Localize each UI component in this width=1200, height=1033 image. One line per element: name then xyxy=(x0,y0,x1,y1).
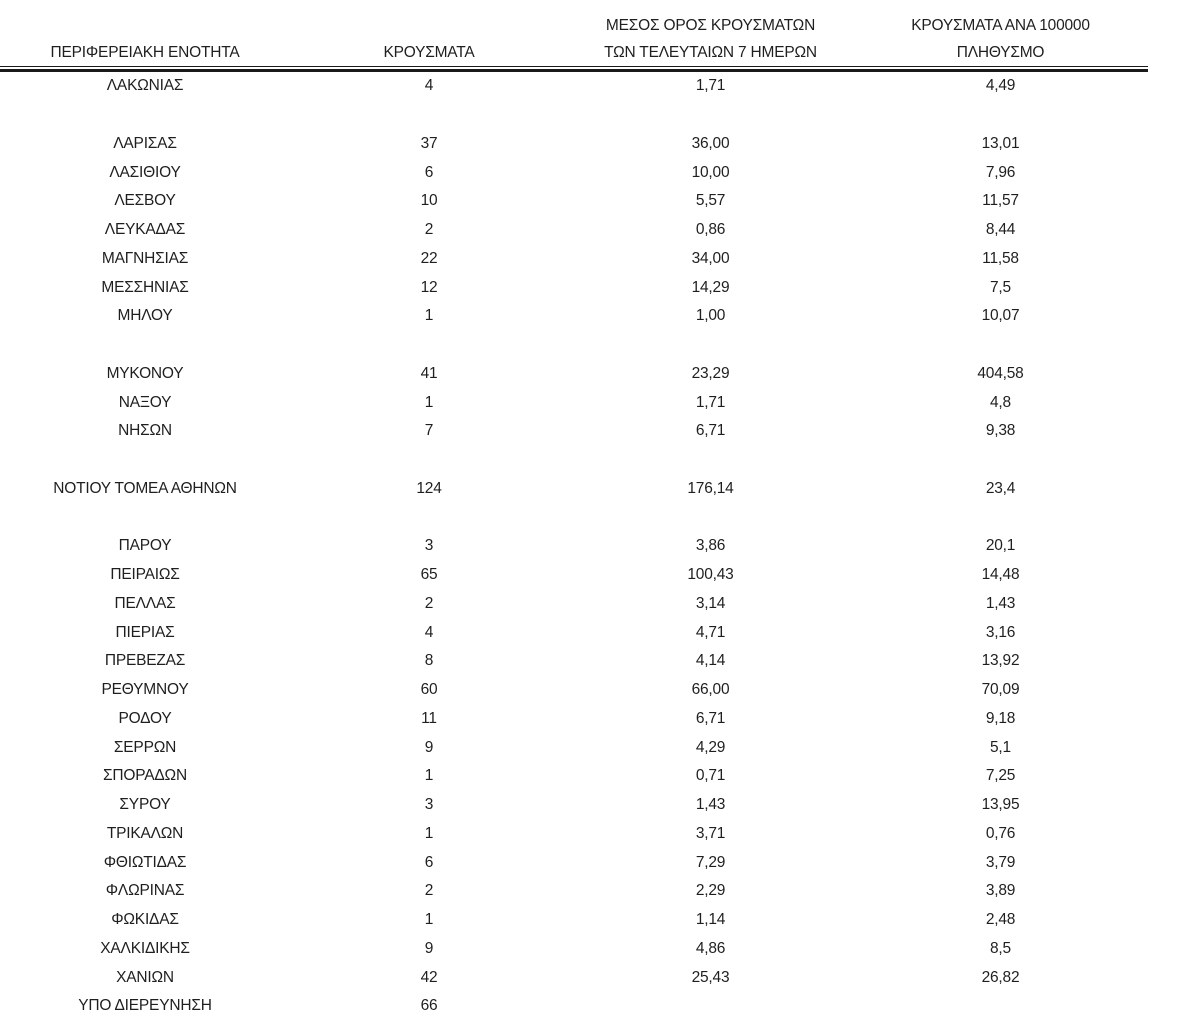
cell-per100k: 9,18 xyxy=(985,709,1016,727)
cell-per100k: 13,92 xyxy=(981,652,1020,670)
cell-per100k: 70,09 xyxy=(981,681,1020,699)
cell-cases: 9 xyxy=(424,939,434,957)
cell-avg7: 100,43 xyxy=(687,566,734,584)
cell-cases: 9 xyxy=(424,738,434,756)
cell-region: ΦΘΙΩΤΙΔΑΣ xyxy=(103,853,187,871)
column-header-region xyxy=(0,39,290,66)
cell-avg7: 2,29 xyxy=(695,882,726,900)
table-row xyxy=(0,388,1148,417)
table-row xyxy=(0,647,1148,676)
cell-per100k: 1,43 xyxy=(985,594,1016,612)
column-header-avg7 xyxy=(568,12,853,66)
cell-per100k: 5,1 xyxy=(990,738,1011,756)
column-header-per100k-line2: ΠΛΗΘΥΣΜΟ xyxy=(956,44,1045,61)
cell-cases: 12 xyxy=(420,278,438,296)
table-row xyxy=(0,475,1148,504)
cell-cases: 4 xyxy=(424,77,434,95)
cell-region: ΛΑΣΙΘΙΟΥ xyxy=(109,163,181,181)
table-row xyxy=(0,302,1148,331)
cell-avg7: 1,14 xyxy=(695,911,726,929)
cell-per100k: 13,01 xyxy=(981,134,1020,152)
cell-region: ΜΕΣΣΗΝΙΑΣ xyxy=(101,278,189,296)
column-header-cases xyxy=(290,39,568,66)
cell-avg7: 10,00 xyxy=(691,163,730,181)
table-row xyxy=(0,216,1148,245)
cell-region: ΧΑΝΙΩΝ xyxy=(116,968,174,986)
column-header-region-label: ΠΕΡΙΦΕΡΕΙΑΚΗ ΕΝΟΤΗΤΑ xyxy=(50,44,240,61)
cell-avg7: 6,71 xyxy=(695,422,726,440)
cell-region: ΠΙΕΡΙΑΣ xyxy=(115,623,175,641)
cell-region: ΛΕΣΒΟΥ xyxy=(114,192,176,210)
cell-region: ΡΟΔΟΥ xyxy=(118,709,172,727)
cell-region: ΛΕΥΚΑΔΑΣ xyxy=(104,221,186,239)
table-row xyxy=(0,705,1148,734)
cell-per100k: 13,95 xyxy=(981,796,1020,814)
table-row xyxy=(0,187,1148,216)
cell-per100k: 4,49 xyxy=(985,77,1016,95)
table-row xyxy=(0,762,1148,791)
cell-region: ΣΕΡΡΩΝ xyxy=(113,738,177,756)
table-row xyxy=(0,618,1148,647)
cell-avg7: 0,86 xyxy=(695,221,726,239)
table-row xyxy=(0,877,1148,906)
cell-avg7: 3,71 xyxy=(695,824,726,842)
cell-avg7: 1,00 xyxy=(695,307,726,325)
table-row xyxy=(0,992,1148,1021)
table-row xyxy=(0,273,1148,302)
cell-cases: 37 xyxy=(420,134,438,152)
column-header-cases-label: ΚΡΟΥΣΜΑΤΑ xyxy=(383,44,475,61)
cell-per100k: 10,07 xyxy=(981,307,1020,325)
table-row-blank xyxy=(0,503,1148,532)
cell-cases: 65 xyxy=(420,566,438,584)
table-row xyxy=(0,72,1148,101)
cell-per100k: 14,48 xyxy=(981,566,1020,584)
cell-cases: 2 xyxy=(424,221,434,239)
cell-region: ΡΕΘΥΜΝΟΥ xyxy=(101,681,189,699)
cell-per100k: 7,5 xyxy=(990,278,1011,296)
table-row xyxy=(0,791,1148,820)
cell-region: ΥΠΟ ΔΙΕΡΕΥΝΗΣΗ xyxy=(78,997,212,1015)
cell-cases: 1 xyxy=(424,824,434,842)
cell-avg7: 1,71 xyxy=(695,77,726,95)
cell-per100k: 11,57 xyxy=(982,192,1019,210)
cell-per100k: 11,58 xyxy=(982,249,1019,267)
cell-cases: 1 xyxy=(424,911,434,929)
table-row xyxy=(0,733,1148,762)
table-row xyxy=(0,820,1148,849)
cell-region: ΠΑΡΟΥ xyxy=(118,537,172,555)
cell-avg7: 23,29 xyxy=(691,364,730,382)
cell-cases: 10 xyxy=(420,192,438,210)
cell-region: ΝΑΞΟΥ xyxy=(118,393,172,411)
cell-per100k: 3,79 xyxy=(985,853,1016,871)
cell-avg7: 5,57 xyxy=(695,192,726,210)
cell-cases: 7 xyxy=(424,422,434,440)
cell-per100k: 404,58 xyxy=(977,364,1024,382)
cell-per100k: 3,89 xyxy=(985,882,1016,900)
cell-per100k: 2,48 xyxy=(985,911,1016,929)
column-header-avg7-line1: ΜΕΣΟΣ ΟΡΟΣ ΚΡΟΥΣΜΑΤΩΝ xyxy=(605,17,816,34)
cell-cases: 4 xyxy=(424,623,434,641)
table-row xyxy=(0,561,1148,590)
cell-region: ΜΑΓΝΗΣΙΑΣ xyxy=(101,249,189,267)
cell-per100k: 9,38 xyxy=(985,422,1016,440)
cell-avg7: 4,14 xyxy=(695,652,726,670)
table-row xyxy=(0,963,1148,992)
cell-avg7: 4,86 xyxy=(695,939,726,957)
cell-avg7: 36,00 xyxy=(691,134,730,152)
cell-per100k: 26,82 xyxy=(981,968,1020,986)
table-body xyxy=(0,72,1148,1021)
table-row xyxy=(0,130,1148,159)
cell-cases: 3 xyxy=(424,796,434,814)
cell-cases: 6 xyxy=(424,853,434,871)
table-row xyxy=(0,158,1148,187)
cell-cases: 124 xyxy=(416,479,442,497)
cell-cases: 6 xyxy=(424,163,434,181)
cell-avg7: 66,00 xyxy=(691,681,730,699)
cell-region: ΛΑΡΙΣΑΣ xyxy=(113,134,177,152)
cell-avg7: 6,71 xyxy=(695,709,726,727)
cell-region: ΦΛΩΡΙΝΑΣ xyxy=(105,882,185,900)
table-row xyxy=(0,532,1148,561)
cell-avg7: 34,00 xyxy=(691,249,730,267)
cell-cases: 22 xyxy=(420,249,438,267)
cell-per100k: 3,16 xyxy=(985,623,1016,641)
table-row xyxy=(0,590,1148,619)
cell-region: ΠΕΛΛΑΣ xyxy=(114,594,176,612)
cell-cases: 8 xyxy=(424,652,434,670)
cell-cases: 2 xyxy=(424,594,434,612)
cell-cases: 66 xyxy=(420,997,438,1015)
column-header-per100k-line1: ΚΡΟΥΣΜΑΤΑ ΑΝΑ 100000 xyxy=(911,17,1090,34)
cell-avg7: 0,71 xyxy=(695,767,726,785)
table-header-row xyxy=(0,0,1148,66)
cell-avg7: 7,29 xyxy=(695,853,726,871)
cell-cases: 42 xyxy=(420,968,438,986)
cell-region: ΣΠΟΡΑΔΩΝ xyxy=(103,767,187,785)
cell-avg7: 3,86 xyxy=(695,537,726,555)
cell-per100k: 20,1 xyxy=(985,537,1016,555)
cell-per100k: 8,44 xyxy=(985,221,1016,239)
cell-per100k: 23,4 xyxy=(985,479,1016,497)
cell-region: ΦΩΚΙΔΑΣ xyxy=(111,911,179,929)
cell-per100k: 7,25 xyxy=(985,767,1016,785)
table-row-blank xyxy=(0,331,1148,360)
cell-region: ΧΑΛΚΙΔΙΚΗΣ xyxy=(100,939,190,957)
table-row xyxy=(0,360,1148,389)
cell-region: ΣΥΡΟΥ xyxy=(119,796,171,814)
cell-per100k: 4,8 xyxy=(990,393,1011,411)
cell-region: ΝΗΣΩΝ xyxy=(118,422,172,440)
table-row xyxy=(0,906,1148,935)
cell-cases: 41 xyxy=(420,364,438,382)
cell-region: ΜΗΛΟΥ xyxy=(117,307,173,325)
cell-cases: 1 xyxy=(424,307,434,325)
column-header-avg7-line2: ΤΩΝ ΤΕΛΕΥΤΑΙΩΝ 7 ΗΜΕΡΩΝ xyxy=(604,44,817,61)
cell-avg7: 1,43 xyxy=(695,796,726,814)
cell-avg7: 14,29 xyxy=(691,278,730,296)
cell-region: ΠΕΙΡΑΙΩΣ xyxy=(110,566,180,584)
cell-avg7: 25,43 xyxy=(691,968,730,986)
cell-cases: 2 xyxy=(424,882,434,900)
table-row xyxy=(0,935,1148,964)
table-row xyxy=(0,676,1148,705)
cell-region: ΠΡΕΒΕΖΑΣ xyxy=(104,652,186,670)
cell-region: ΛΑΚΩΝΙΑΣ xyxy=(106,77,184,95)
cell-avg7: 4,29 xyxy=(695,738,726,756)
table-row-blank xyxy=(0,446,1148,475)
cell-cases: 3 xyxy=(424,537,434,555)
cell-avg7: 176,14 xyxy=(687,479,734,497)
cell-per100k: 0,76 xyxy=(985,824,1016,842)
table-row xyxy=(0,848,1148,877)
cell-avg7: 1,71 xyxy=(695,393,726,411)
cell-per100k: 7,96 xyxy=(985,163,1016,181)
cell-region: ΜΥΚΟΝΟΥ xyxy=(106,364,184,382)
cell-per100k: 8,5 xyxy=(990,939,1011,957)
cell-cases: 11 xyxy=(421,709,437,727)
cell-cases: 1 xyxy=(424,767,434,785)
column-header-per100k xyxy=(853,12,1148,66)
table-row xyxy=(0,417,1148,446)
cell-avg7: 4,71 xyxy=(695,623,726,641)
cell-cases: 1 xyxy=(424,393,434,411)
cell-cases: 60 xyxy=(420,681,438,699)
cell-region: ΝΟΤΙΟΥ ΤΟΜΕΑ ΑΘΗΝΩΝ xyxy=(53,479,237,497)
table-row xyxy=(0,245,1148,274)
cell-region: ΤΡΙΚΑΛΩΝ xyxy=(106,824,184,842)
table-row-blank xyxy=(0,101,1148,130)
cell-avg7: 3,14 xyxy=(695,594,726,612)
